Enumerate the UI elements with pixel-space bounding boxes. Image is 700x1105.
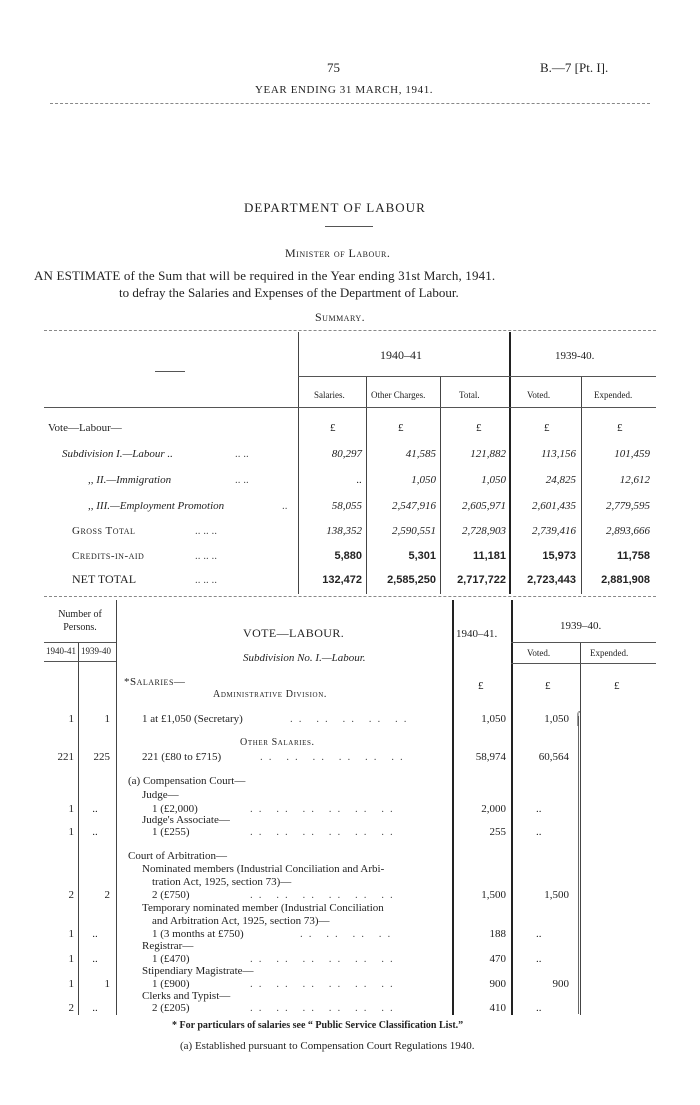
summary-col-other: Other Charges. (371, 390, 426, 400)
salary-item-text: 2 (£750) (152, 889, 190, 901)
summary-row-label: Credits-in-aid (72, 550, 145, 562)
summary-expended: 11,758 (616, 550, 650, 562)
detail-head-rule (44, 661, 116, 662)
leader-dots: .. .. .. .. .. .. (250, 889, 399, 901)
currency-symbol: £ (478, 680, 484, 692)
salary-item-text: 221 (£80 to £715) (142, 751, 222, 763)
summary-top-rule (44, 330, 656, 331)
salary-item-text: 1 (£2,000) (152, 803, 198, 815)
salary-item-text: 1 (£255) (152, 826, 190, 838)
summary-vline (509, 332, 511, 594)
summary-total: 2,728,903 (462, 525, 506, 537)
summary-expended: 2,779,595 (606, 500, 650, 512)
detail-head-rule (44, 642, 116, 643)
detail-vline (580, 642, 581, 1015)
summary-subhead-rule (298, 376, 656, 377)
leader-dots: .. .. .. .. .. .. (250, 978, 399, 990)
leader-dots: .. .. .. (195, 574, 217, 586)
detail-heading: Judge's Associate— (142, 814, 230, 826)
footnote-compensation: (a) Established pursuant to Compensation Court Regulations 1940. (180, 1040, 475, 1052)
leader-dots: .. .. .. .. .. .. (250, 803, 399, 815)
amount-1939-voted: 1,500 (544, 889, 569, 901)
currency-symbol: £ (614, 680, 620, 692)
summary-vline (298, 332, 299, 594)
persons-1940: 2 (68, 889, 74, 901)
detail-heading: Judge— (142, 789, 179, 801)
currency-symbol: £ (617, 422, 623, 434)
amount-1940: 410 (489, 1002, 506, 1014)
amount-1939-voted: .. (536, 826, 542, 838)
persons-year-1939: 1939-40 (81, 646, 111, 656)
summary-total: 121,882 (470, 448, 506, 460)
summary-voted: 15,973 (542, 550, 576, 562)
leader-dots: .. .. .. .. .. .. (250, 953, 399, 965)
persons-1939: .. (92, 1002, 98, 1014)
summary-other: 1,050 (411, 474, 436, 486)
summary-expended: 2,881,908 (601, 574, 650, 586)
summary-salaries: 5,880 (334, 550, 362, 562)
summary-row-label: Gross Total (72, 525, 136, 537)
summary-stub-rule (155, 371, 185, 372)
summary-other: 2,585,250 (387, 574, 436, 586)
detail-heading: (a) Compensation Court— (128, 775, 246, 787)
summary-expended: 12,612 (619, 474, 650, 486)
currency-symbol: £ (476, 422, 482, 434)
title-rule (325, 226, 373, 227)
year-line: YEAR ENDING 31 MARCH, 1941. (255, 84, 434, 96)
summary-other: 41,585 (405, 448, 436, 460)
summary-row-label: ,, II.—Immigration (88, 474, 172, 486)
summary-title: Summary. (315, 310, 366, 324)
amount-1940: 255 (489, 826, 506, 838)
persons-1940: 1 (68, 713, 74, 725)
amount-1939-voted: 60,564 (538, 751, 569, 763)
persons-1939: 2 (104, 889, 110, 901)
summary-col-total: Total. (459, 390, 480, 400)
minister-title: Minister of Labour. (285, 246, 391, 260)
amount-1939-voted: .. (536, 953, 542, 965)
vote-title: VOTE—LABOUR. (243, 626, 345, 640)
summary-salaries: 58,055 (331, 500, 362, 512)
persons-1939: .. (92, 928, 98, 940)
summary-total: 2,717,722 (457, 574, 506, 586)
estimate-line-1: AN ESTIMATE of the Sum that will be required in the Year ending 31st March, 1941. (34, 268, 496, 283)
summary-expended: 2,893,666 (606, 525, 650, 537)
summary-year-current: 1940–41 (380, 348, 422, 362)
summary-vote-label: Vote—Labour— (48, 422, 122, 434)
summary-voted: 2,601,435 (532, 500, 576, 512)
persons-1940: 1 (68, 826, 74, 838)
currency-symbol: £ (545, 680, 551, 692)
salary-item-text: 1 (3 months at £750) (152, 928, 244, 940)
summary-row-label: Subdivision I.—Labour .. (62, 448, 173, 460)
summary-col-expended: Expended. (594, 390, 633, 400)
summary-other: 2,547,916 (392, 500, 436, 512)
persons-1939: 225 (93, 751, 110, 763)
leader-dots: .. .. .. (195, 550, 217, 562)
leader-dots: .. .. .. .. (300, 928, 397, 940)
document-reference: B.—7 [Pt. I]. (540, 60, 609, 75)
amount-1940: 188 (489, 928, 506, 940)
persons-1940: 221 (57, 751, 74, 763)
summary-total: 11,181 (472, 550, 506, 562)
persons-1939: 1 (104, 713, 110, 725)
summary-other: 2,590,551 (392, 525, 436, 537)
detail-heading: tration Act, 1925, section 73)— (152, 876, 292, 888)
bracket-top: ⌠ (574, 710, 582, 725)
summary-voted: 113,156 (541, 448, 576, 460)
salary-item-text: 1 at £1,050 (Secretary) (142, 713, 243, 725)
summary-head-rule (44, 407, 656, 408)
summary-voted: 2,723,443 (527, 574, 576, 586)
other-salaries-heading: Other Salaries. (240, 737, 315, 748)
summary-salaries: 80,297 (331, 448, 362, 460)
persons-year-1940: 1940-41 (46, 646, 76, 656)
estimate-line-2: to defray the Salaries and Expenses of the Department of Labour. (119, 285, 459, 300)
currency-symbol: £ (398, 422, 404, 434)
detail-heading: Court of Arbitration— (128, 850, 227, 862)
summary-bottom-rule (44, 596, 656, 597)
detail-head-rule (511, 642, 656, 643)
persons-1940: 2 (68, 1002, 74, 1014)
page-number: 75 (327, 60, 340, 75)
summary-voted: 2,739,416 (532, 525, 576, 537)
persons-1940: 1 (68, 803, 74, 815)
salary-item-text: 1 (£470) (152, 953, 190, 965)
summary-voted: 24,825 (545, 474, 576, 486)
number-of-persons-header: Number of Persons. (58, 609, 102, 633)
amount-1939-voted: 900 (552, 978, 569, 990)
leader-dots: .. .. (235, 474, 249, 486)
currency-symbol: £ (330, 422, 336, 434)
summary-row-label: NET TOTAL (72, 572, 137, 586)
bracket-line (578, 716, 579, 1014)
persons-1940: 1 (68, 953, 74, 965)
summary-expended: 101,459 (614, 448, 650, 460)
amount-1939-voted: .. (536, 803, 542, 815)
summary-total: 1,050 (481, 474, 506, 486)
summary-vline (440, 376, 441, 594)
summary-col-voted: Voted. (527, 390, 551, 400)
detail-heading: Temporary nominated member (Industrial Conciliation (142, 902, 384, 914)
summary-salaries: 138,352 (326, 525, 362, 537)
detail-head-rule (511, 663, 656, 664)
summary-year-prev: 1939-40. (555, 350, 595, 362)
amount-1940: 900 (489, 978, 506, 990)
summary-other: 5,301 (408, 550, 436, 562)
leader-dots: .. .. .. .. .. .. (250, 826, 399, 838)
leader-dots: .. .. .. .. .. (290, 713, 413, 725)
leader-dots: .. .. .. (195, 525, 217, 537)
amount-1940: 1,500 (481, 889, 506, 901)
col-voted-header: Voted. (527, 648, 551, 658)
leader-dots: .. (282, 500, 288, 512)
col-1939-header: 1939–40. (560, 620, 602, 632)
detail-heading: Clerks and Typist— (142, 990, 231, 1002)
detail-vline (78, 642, 79, 1015)
col-1940-header: 1940–41. (456, 628, 498, 640)
col-expended-header: Expended. (590, 648, 629, 658)
persons-1939: .. (92, 953, 98, 965)
amount-1940: 1,050 (481, 713, 506, 725)
footnote-salaries: * For particulars of salaries see “ Public Service Classification List.” (172, 1020, 464, 1031)
amount-1939-voted: .. (536, 1002, 542, 1014)
salaries-heading: *Salaries— (124, 676, 186, 688)
leader-dots: .. .. .. .. .. .. (250, 1002, 399, 1014)
amount-1939-voted: 1,050 (544, 713, 569, 725)
summary-col-salaries: Salaries. (314, 390, 345, 400)
persons-1939: .. (92, 826, 98, 838)
leader-dots: .. .. (235, 448, 249, 460)
detail-heading: and Arbitration Act, 1925, section 73)— (152, 915, 330, 927)
summary-salaries: .. (356, 474, 362, 486)
persons-1940: 1 (68, 928, 74, 940)
summary-total: 2,605,971 (462, 500, 506, 512)
salary-item-text: 2 (£205) (152, 1002, 190, 1014)
summary-vline (366, 376, 367, 594)
amount-1940: 58,974 (475, 751, 506, 763)
detail-heading: Registrar— (142, 940, 194, 952)
subdivision-title: Subdivision No. I.—Labour. (243, 652, 366, 664)
leader-dots: .. .. .. .. .. .. (260, 751, 409, 763)
amount-1939-voted: .. (536, 928, 542, 940)
admin-division-heading: Administrative Division. (213, 689, 327, 700)
summary-vline (581, 376, 582, 594)
detail-heading: Nominated members (Industrial Conciliation and Arbi- (142, 863, 385, 875)
detail-heading: Stipendiary Magistrate— (142, 965, 254, 977)
header-rule (50, 103, 650, 104)
detail-vline (116, 600, 117, 1015)
amount-1940: 470 (489, 953, 506, 965)
summary-row-label: ,, III.—Employment Promotion (88, 500, 225, 512)
salary-item-text: 1 (£900) (152, 978, 190, 990)
persons-1939: .. (92, 803, 98, 815)
summary-salaries: 132,472 (322, 574, 362, 586)
persons-1940: 1 (68, 978, 74, 990)
amount-1940: 2,000 (481, 803, 506, 815)
currency-symbol: £ (544, 422, 550, 434)
department-title: DEPARTMENT OF LABOUR (244, 200, 426, 215)
persons-1939: 1 (104, 978, 110, 990)
